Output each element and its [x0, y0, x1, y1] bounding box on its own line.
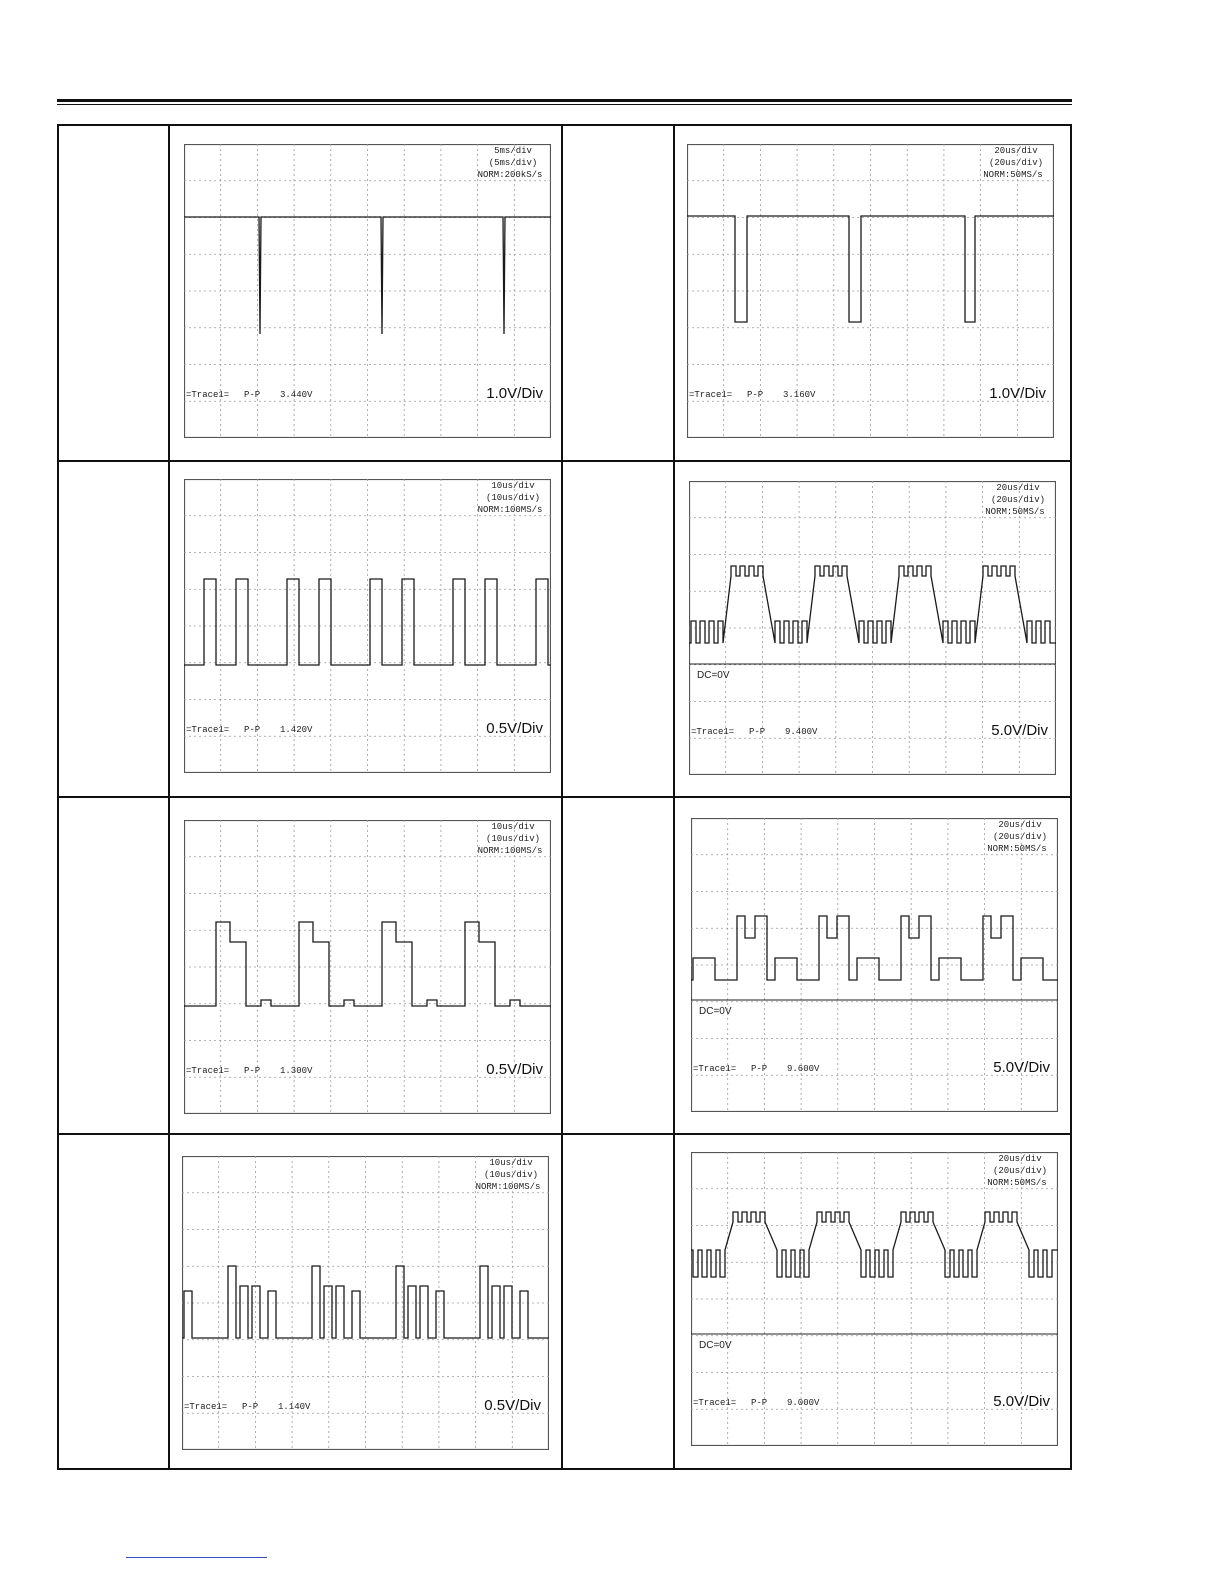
timebase-sub-label: (20us/div)	[992, 1166, 1048, 1176]
timebase-sub-label: (10us/div)	[483, 1170, 539, 1180]
timebase-sub-label: (20us/div)	[990, 495, 1046, 505]
measure-mode: P-P	[751, 1064, 768, 1074]
oscilloscope-plot	[691, 818, 1058, 1112]
measure-mode: P-P	[747, 390, 764, 400]
measure-value: 1.420V	[280, 725, 313, 735]
trace-label: =Trace1=	[186, 1066, 230, 1076]
timebase-label: 5ms/div	[494, 146, 532, 156]
trace-label: =Trace1=	[689, 390, 733, 400]
measure-mode: P-P	[749, 727, 766, 737]
timebase-sub-label: (5ms/div)	[488, 158, 538, 168]
scope-screen	[184, 479, 551, 773]
sample-rate-label: NORM:100MS/s	[477, 505, 543, 515]
sample-rate-label: NORM:50MS/s	[987, 1178, 1047, 1188]
scope-screen	[182, 1156, 549, 1450]
header-rule-thin	[57, 104, 1072, 105]
scope-screen	[691, 818, 1058, 1112]
timebase-sub-label: (10us/div)	[485, 834, 541, 844]
measure-mode: P-P	[244, 390, 261, 400]
trace-label: =Trace1=	[186, 390, 230, 400]
measure-mode: P-P	[244, 1066, 261, 1076]
table-border-top	[57, 124, 1072, 126]
measure-value: 9.400V	[785, 727, 818, 737]
oscilloscope-plot	[184, 479, 551, 773]
trace-label: =Trace1=	[691, 727, 735, 737]
measure-value: 9.600V	[787, 1064, 820, 1074]
sample-rate-label: NORM:200kS/s	[477, 170, 543, 180]
vertical-scale-label: 5.0V/Div	[993, 1059, 1050, 1076]
header-rule	[57, 99, 1072, 102]
vertical-scale-label: 5.0V/Div	[993, 1393, 1050, 1410]
timebase-sub-label: (20us/div)	[992, 832, 1048, 842]
trace-label: =Trace1=	[693, 1064, 737, 1074]
timebase-label: 20us/div	[994, 146, 1038, 156]
table-border-bottom	[57, 1468, 1072, 1470]
oscilloscope-plot	[689, 481, 1056, 775]
timebase-label: 20us/div	[998, 1154, 1042, 1164]
table-row-divider-2	[57, 796, 1072, 798]
measure-value: 1.300V	[280, 1066, 313, 1076]
table-row-divider-3	[57, 1133, 1072, 1135]
timebase-label: 10us/div	[489, 1158, 533, 1168]
measure-value: 9.000V	[787, 1398, 820, 1408]
measure-value: 3.440V	[280, 390, 313, 400]
trace-label: =Trace1=	[186, 725, 230, 735]
vertical-scale-label: 1.0V/Div	[486, 385, 543, 402]
sample-rate-label: NORM:50MS/s	[983, 170, 1043, 180]
measure-value: 1.140V	[278, 1402, 311, 1412]
measure-mode: P-P	[751, 1398, 768, 1408]
trace-label: =Trace1=	[693, 1398, 737, 1408]
table-row-divider-1	[57, 460, 1072, 462]
vertical-scale-label: 0.5V/Div	[486, 1061, 543, 1078]
vertical-scale-label: 0.5V/Div	[486, 720, 543, 737]
oscilloscope-plot	[687, 144, 1054, 438]
measure-mode: P-P	[242, 1402, 259, 1412]
vertical-scale-label: 0.5V/Div	[484, 1397, 541, 1414]
trace-label: =Trace1=	[184, 1402, 228, 1412]
timebase-label: 20us/div	[996, 483, 1040, 493]
oscilloscope-plot	[184, 820, 551, 1114]
measure-value: 3.160V	[783, 390, 816, 400]
timebase-label: 10us/div	[491, 481, 535, 491]
timebase-label: 10us/div	[491, 822, 535, 832]
sample-rate-label: NORM:50MS/s	[985, 507, 1045, 517]
scope-screen	[184, 820, 551, 1114]
scope-screen	[691, 1152, 1058, 1446]
timebase-sub-label: (20us/div)	[988, 158, 1044, 168]
scope-screen	[184, 144, 551, 438]
measure-mode: P-P	[244, 725, 261, 735]
sample-rate-label: NORM:50MS/s	[987, 844, 1047, 854]
oscilloscope-plot	[182, 1156, 549, 1450]
vertical-scale-label: 1.0V/Div	[989, 385, 1046, 402]
scope-screen	[689, 481, 1056, 775]
dc-label: DC=0V	[697, 670, 730, 681]
timebase-label: 20us/div	[998, 820, 1042, 830]
sample-rate-label: NORM:100MS/s	[477, 846, 543, 856]
oscilloscope-plot	[691, 1152, 1058, 1446]
timebase-sub-label: (10us/div)	[485, 493, 541, 503]
dc-label: DC=0V	[699, 1006, 732, 1017]
vertical-scale-label: 5.0V/Div	[991, 722, 1048, 739]
scope-screen	[687, 144, 1054, 438]
sample-rate-label: NORM:100MS/s	[475, 1182, 541, 1192]
footer-link-underline	[126, 1557, 267, 1558]
dc-label: DC=0V	[699, 1340, 732, 1351]
oscilloscope-plot	[184, 144, 551, 438]
